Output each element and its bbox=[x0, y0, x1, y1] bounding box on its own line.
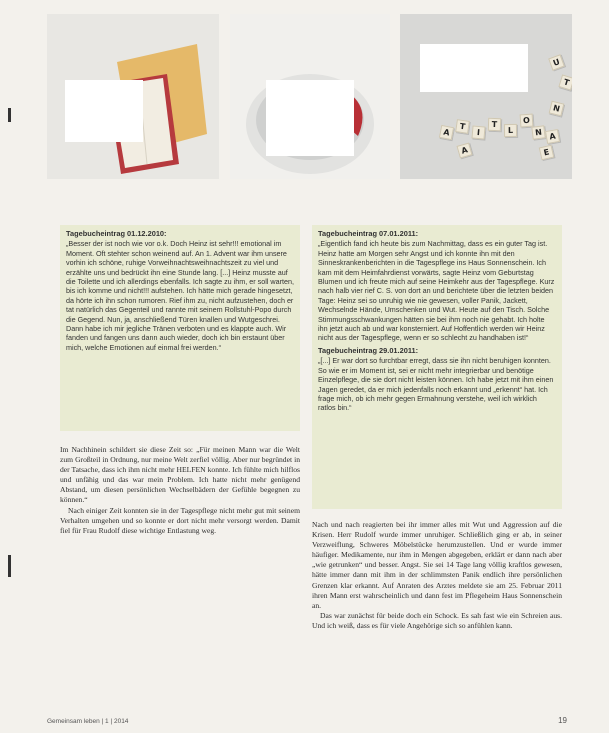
page-number: 19 bbox=[558, 716, 567, 725]
diary-box-left bbox=[60, 225, 300, 431]
diary-heading: Tagebucheintrag 29.01.2011: bbox=[318, 345, 419, 355]
letter-tile: L bbox=[504, 124, 517, 137]
letter-tile: I bbox=[471, 125, 485, 139]
letter-tile: N bbox=[549, 101, 565, 117]
diary-text: „[...] Er war dort so furchtbar erregt, dass sie ihn nicht beruhigen konnten. So wie er im Moment ist, sei er nicht mehr integrierbar und benötige Einzelpflege, die sie dort nicht leisten können. Ich habe jetzt mit ihm einen Jagen geredet, da er mich jedenfalls noch erkannt und „erkennt“ hat. Ich frage mich, ob ich mehr gegen Ermahnung verstehe, weil ich wirklich ratlos bin.“ bbox=[318, 356, 554, 413]
diary-heading: Tagebucheintrag 07.01.2011: bbox=[318, 229, 419, 238]
diary-heading: Tagebucheintrag 01.12.2010: bbox=[66, 229, 167, 238]
photo-book bbox=[47, 14, 219, 179]
footer: Gemeinsam leben | 1 | 2014 bbox=[47, 718, 129, 725]
redaction-box bbox=[65, 80, 143, 142]
body-column-right bbox=[312, 520, 562, 631]
page-edge-mark bbox=[8, 555, 11, 577]
diary-text: „Besser der ist noch wie vor o.k. Doch Heinz ist sehr!!! emotional im Moment. Oft stehter schon weinend auf. An 1. Advent war ihm unsere vorhin ich schöne, ruhige Vorweihnachtsweihnachtszeit zu viel und erzählte uns und bedrückt ihn eine Stunde lang. [...] Heinz musste auf die Toilette und ich allerdings ebenfalls. Ich sagte zu ihm, er soll warten, bis ich komme und nicht!!! aufstehen. Ich hätte mich gerade hingesetzt, da hörte ich ihn schon rumoren. Rief ihm zu, nicht aufzustehen, doch er tat natürlich das Gegenteil und rannte mit seinem Rollstuhl-Popo durch die Gegend. Nun, ja, anschließend Türen knallen und Wutgeschrei. Dann habe ich mir jegliche Tränen verboten und es klappte auch. Wir fanden und fangen uns dann auch wieder, doch ich bin erstaunt über mich, welche Emotionen auf einmal frei werden.“ bbox=[66, 239, 294, 352]
letter-tile: A bbox=[545, 129, 560, 144]
letter-tile: T bbox=[488, 118, 501, 131]
paragraph: Im Nachhinein schildert sie diese Zeit so: „Für meinen Mann war die Welt zum Großteil in Ordnung, nur meine Welt zerfiel völlig. Aber nur begründet in der Tatsache, dass ich ihm nicht mehr HELFEN konnte. Ich fühlte mich hilflos und unfähig und das war mein Problem. Ich hatte nicht mehr genügend Abstand, um diesen persönlichen Wechselbädern der Gefühle begegnen zu können.“ bbox=[60, 445, 300, 505]
photo-bowl bbox=[230, 14, 390, 179]
letter-tile: O bbox=[520, 114, 534, 128]
redaction-box bbox=[266, 80, 354, 156]
diary-box-right bbox=[312, 225, 562, 509]
photo-letter-tiles bbox=[400, 14, 572, 179]
letter-tile: T bbox=[558, 74, 572, 90]
page-edge-mark bbox=[8, 108, 11, 122]
letter-tile: N bbox=[531, 125, 545, 139]
letter-tile: E bbox=[539, 145, 555, 161]
letter-tile: T bbox=[455, 119, 470, 134]
letter-tile: U bbox=[548, 54, 565, 71]
paragraph: Nach einiger Zeit konnten sie in der Tagespflege nicht mehr gut mit seinem Verhalten umgehen und so konnte er dort nicht mehr versorgt werden. Damit fiel für Frau Rudolf diese wichtige Entlastung weg. bbox=[60, 505, 300, 535]
redaction-box bbox=[420, 44, 528, 92]
paragraph: Das war zunächst für beide doch ein Schock. Es sah fast wie ein Schreien aus. Und ich weiß, dass es für viele Angehörige sich so anfühlen kann. bbox=[312, 610, 562, 630]
diary-text: „Eigentlich fand ich heute bis zum Nachmittag, dass es ein guter Tag ist. Heinz hatte am Morgen sehr Angst und ich konnte ihn mit den Sinneskrankenberichten in die Tagespflege ins Haus Sonnenschein. Ich kam mit dem Heimfahrdienst vorwärts, sagte Heinz vom Geburtstag Blumen und ich freute mich auf seine Heimkehr aus der Tagespflege. Kurz nach halb vier rief C. S. von dort an und berichtete über die letzten beiden Tage: Heinz sei so unruhig wie nie gewesen, voller Panik, Jackett, Wechselnde Hände, Umschenken und Wut. Heute auf den Tisch. Solche Stimmungsschwankungen hätten sie bei ihm noch nie gehabt. Ich holte ihn jetzt auch ab und war konsterniert. Auf Hoffentlich werden wir Heinz nicht aus der Tagespflege, wenn er so schlecht zu handhaben ist!“ bbox=[318, 239, 555, 343]
body-column-left bbox=[60, 445, 300, 536]
paragraph: Nach und nach reagierten bei ihr immer alles mit Wut und Aggression auf die Krisen. Herr Rudolf wurde immer unruhiger. Schließlich ging er ab, in seiner Verzweiflung, Schweres Möbelstücke herumzustellen. Und er wurde immer häufiger. Medikamente, nur ihm in Mengen abgegeben, erklärt er dann nach aber „wie getrunken“ und besser. Angst. Sie sei 14 Tage lang völlig kraftlos gewesen, hätte immer dann mit ihm in der schlimmsten Panik endlich ihre persönlichen Grenzen klar erkannt. Auf Anraten des Arztes meldete sie am 25. Februar 2011 ihren Mann erst wahrscheinlich und dann fest im Pflegeheim Haus Sonnenschein an. bbox=[312, 520, 562, 610]
letter-tile: A bbox=[456, 142, 472, 158]
letter-tile: A bbox=[439, 125, 454, 140]
